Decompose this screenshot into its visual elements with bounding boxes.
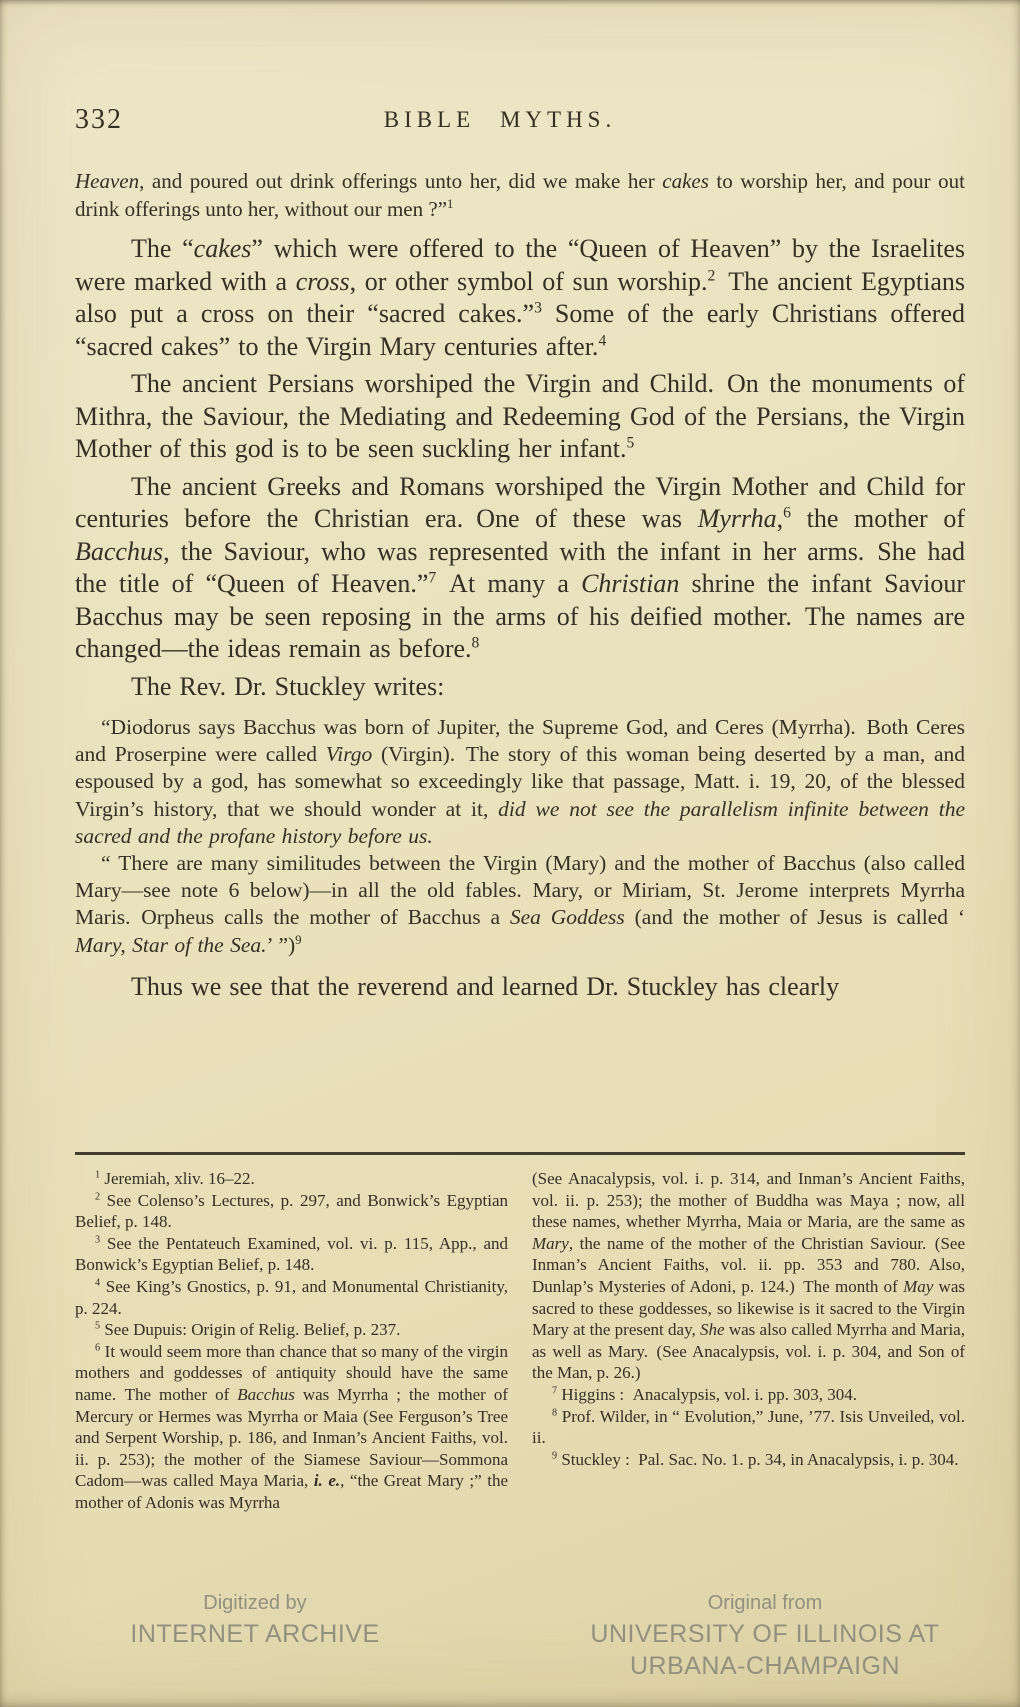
internet-archive-name: INTERNET ARCHIVE — [130, 1620, 380, 1648]
body-paragraph: The ancient Greeks and Romans worshiped the Virgin Mother and Child for centuries before the Christian era. One of these was Myrrha,$^6$ the mother of Bacchus, the Saviour, who was represented with the infant in her arms. She had the title of “Queen of Heaven.”$^7$ At many a Christian shrine the infant Saviour Bacchus may be seen reposing in the arms of his deified mother. The names are changed—the ideas remain as before.$^8$ — [75, 471, 965, 663]
footnote: $^8$ Prof. Wilder, in “ Evolution,” June, ’77. Isis Unveiled, vol. ii. — [532, 1406, 965, 1448]
body-paragraph: The “cakes” which were offered to the “Queen of Heaven” by the Israelites were marked with a cross, or other symbol of sun worship.$^2$ The ancient Egyptians also put a cross on their “sacred cakes.”$^3$ Some of the early Christians offered “sacred cakes” to the Virgin Mary centuries after.$^4$ — [75, 234, 965, 361]
footnote-divider-rule — [75, 1152, 965, 1155]
university-name-line2: URBANA-CHAMPAIGN — [629, 1652, 901, 1680]
digitized-by-block — [0, 1588, 510, 1682]
footnote: $^4$ See King’s Gnostics, p. 91, and Monumental Christianity, p. 224. — [75, 1276, 508, 1318]
footnote-continuation: (See Anacalypsis, vol. i. p. 314, and Inman’s Ancient Faiths, vol. ii. p. 253); the mother of Buddha was Maya ; now, all these names, whether Myrrha, Maia or Maria, are the same as Mary, the name of the mother of the Christian Saviour. (See Inman’s Ancient Faiths, vol. ii. pp. 353 and 780. Also, Dunlap’s Mysteries of Adoni, p. 124.) The month of May was sacred to these goddesses, so likewise is it sacred to the Virgin Mary at the present day, She was also called Myrrha and Maria, as well as Mary. (See Anacalypsis, vol. i. p. 304, and Son of the Man, p. 26.) — [532, 1169, 965, 1383]
university-name-line1: UNIVERSITY OF ILLINOIS AT — [590, 1620, 940, 1648]
footnote: $^2$ See Colenso’s Lectures, p. 297, and Bonwick’s Egyptian Belief, p. 148. — [75, 1190, 508, 1232]
footnote-section — [75, 1152, 965, 1514]
running-title: BIBLE MYTHS. — [383, 107, 617, 132]
footnote-columns — [75, 1168, 965, 1514]
blockquote-paragraph: “ There are many similitudes between the Virgin (Mary) and the mother of Bacchus (also called Mary—see note 6 below)—in all the old fables. Mary, or Miriam, St. Jerome interprets Myrrha Maris. Orpheus calls the mother of Bacchus a Sea Goddess (and the mother of Jesus is called ‘ Mary, Star of the Sea.’ ”)$^9$ — [75, 851, 965, 957]
page-content — [75, 104, 965, 1003]
footnote: $^6$ It would seem more than chance that so many of the virgin mothers and goddesses of antiquity should have the same name. The mother of Bacchus was Myrrha ; the mother of Mercury or Hermes was Myrrha or Maia (See Ferguson’s Tree and Serpent Worship, p. 186, and Inman’s Ancient Faiths, vol. ii. p. 253); the mother of the Siamese Saviour—Sommona Cadom—was called Maya Maria, i. e., “the Great Mary ;” the mother of Adonis was Myrrha — [75, 1341, 508, 1512]
blockquote-paragraph: “Diodorus says Bacchus was born of Jupiter, the Supreme God, and Ceres (Myrrha). Both Ceres and Proserpine were called Virgo (Virgin). The story of this woman being deserted by a man, and espoused by a god, has somewhat so exceedingly like that passage, Matt. i. 19, 20, of the blessed Virgin’s history, that we should wonder at it, did we not see the parallelism infinite between the sacred and the profane history before us. — [75, 715, 965, 848]
body-paragraph: The ancient Persians worshiped the Virgin and Child. On the monuments of Mithra, the Saviour, the Mediating and Redeeming God of the Persians, the Virgin Mother of this god is to be seen suckling her infant.$^5$ — [75, 369, 965, 463]
body-paragraph: The Rev. Dr. Stuckley writes: — [131, 671, 445, 701]
page-number: 332 — [75, 104, 123, 135]
closing-paragraph: Thus we see that the reverend and learned Dr. Stuckley has clearly — [131, 971, 840, 1001]
footnote-column-left — [75, 1168, 508, 1514]
original-from-label: Original from — [707, 1592, 823, 1614]
page-header — [75, 104, 965, 138]
original-from-block — [510, 1588, 1020, 1682]
scan-attribution-footer — [0, 1588, 1020, 1682]
footnote: $^5$ See Dupuis: Origin of Relig. Belief, p. 237. — [95, 1320, 401, 1340]
opening-quote-continuation: Heaven, and poured out drink offerings unto her, did we make her cakes to worship her, and pour out drink offerings unto her, without our men ?”$^1$ — [75, 169, 965, 221]
footnote: $^7$ Higgins : Anacalypsis, vol. i. pp. 303, 304. — [552, 1384, 857, 1404]
stuckley-quote-block — [75, 714, 965, 959]
footnote: $^9$ Stuckley : Pal. Sac. No. 1. p. 34, in Anacalypsis, i. p. 304. — [552, 1449, 959, 1469]
footnote-column-right — [532, 1168, 965, 1514]
footnote: $^1$ Jeremiah, xliv. 16–22. — [95, 1169, 255, 1188]
digitized-by-label: Digitized by — [203, 1592, 307, 1614]
footnote: $^3$ See the Pentateuch Examined, vol. vi. p. 115, App., and Bonwick’s Egyptian Belief, p. 148. — [75, 1233, 508, 1275]
